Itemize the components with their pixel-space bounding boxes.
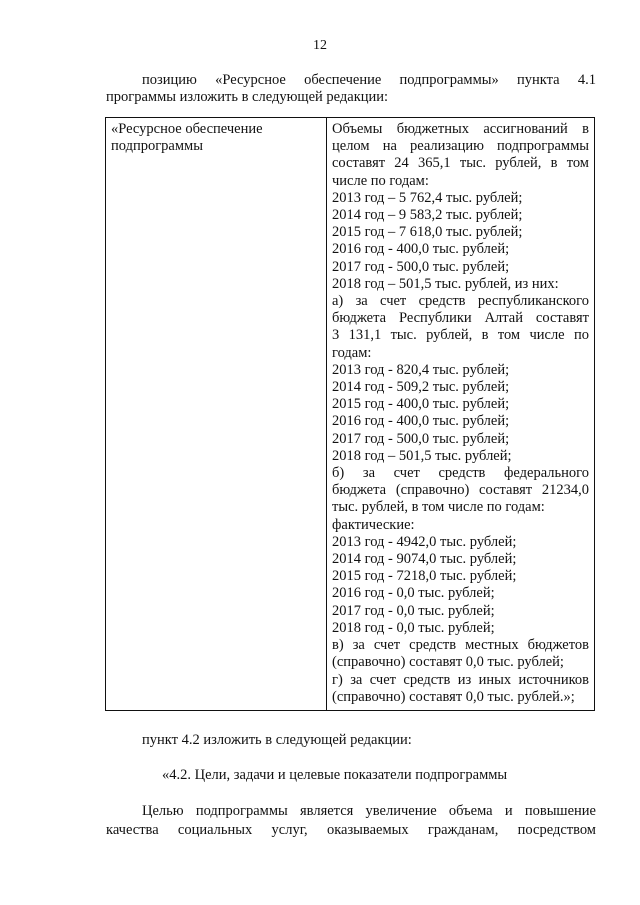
table-right-line: а) за счет средств республиканского [332,293,589,310]
intro-word: обеспечение [304,72,382,88]
table-right-line: 2015 год - 7218,0 тыс. рублей; [332,568,517,585]
table-right-line: 2015 год - 400,0 тыс. рублей; [332,396,510,413]
table-right-line: 2018 год - 0,0 тыс. рублей; [332,619,495,636]
table-row [106,118,595,711]
table-left-line: подпрограммы [111,138,203,155]
intro-word: «Ресурсное [215,72,286,88]
table-right-line: 2017 год - 0,0 тыс. рублей; [332,602,495,619]
table-left-cell [106,118,327,711]
table-right-line: г) за счет средств из иных источников [332,671,589,688]
table-right-line: 2018 год – 501,5 тыс. рублей, из них: [332,275,559,292]
table-right-line: фактические: [332,516,415,533]
table-right-line: 2016 год - 400,0 тыс. рублей; [332,413,510,430]
table-right-line: 2017 год - 500,0 тыс. рублей; [332,258,510,275]
table-right-line: 2014 год - 9074,0 тыс. рублей; [332,551,517,568]
table-right-line: 2015 год – 7 618,0 тыс. рублей; [332,224,523,241]
table-right-line: 2016 год - 400,0 тыс. рублей; [332,241,510,258]
table-right-line: тыс. рублей, в том числе по годам: [332,499,545,516]
table-right-line: 2014 год – 9 583,2 тыс. рублей; [332,207,523,224]
table-right-line: составят 24 365,1 тыс. рублей, в том [332,155,589,172]
intro-paragraph [106,72,596,106]
table-right-line: числе по годам: [332,172,429,189]
page-number: 12 [313,38,327,53]
table-right-line: годам: [332,344,372,361]
section-4-2-title: «4.2. Цели, задачи и целевые показатели подпрограммы [162,767,508,783]
table-right-line: целом на реализацию подпрограммы [332,138,589,155]
intro-word: подпрограммы» [399,72,499,88]
table-right-line: Объемы бюджетных ассигнований в [332,121,589,137]
table-right-line: 2013 год - 820,4 тыс. рублей; [332,361,510,378]
table-right-line: б) за счет средств федерального [332,465,589,482]
table-right-line: (справочно) составят 0,0 тыс. рублей; [332,654,564,671]
intro-word: 4.1 [577,72,596,88]
table-right-line: 2018 год – 501,5 тыс. рублей; [332,447,512,464]
intro-line-2: программы изложить в следующей редакции: [106,89,389,105]
table-right-line: 3 131,1 тыс. рублей, в том числе по [332,327,589,344]
table-right-line: 2016 год - 0,0 тыс. рублей; [332,585,495,602]
table-right-line: 2017 год - 500,0 тыс. рублей; [332,430,510,447]
section-4-2-instruction: пункт 4.2 изложить в следующей редакции: [142,732,412,748]
intro-word: пункта [517,72,560,88]
body-line-1: Целью подпрограммы является увеличение объема и повышение [142,803,596,819]
resource-table [105,117,595,711]
body-line-2: качества социальных услуг, оказываемых гражданам, посредством [106,822,596,838]
table-left-line: «Ресурсное обеспечение [111,121,263,137]
table-right-cell [327,118,595,711]
table-right-line: 2013 год – 5 762,4 тыс. рублей; [332,189,523,206]
intro-line-1 [106,72,596,89]
table-right-line: (справочно) составят 0,0 тыс. рублей.»; [332,688,575,705]
body-paragraph [106,802,596,840]
table-right-line: бюджета Республики Алтай составят [332,310,589,327]
table-right-line: 2013 год - 4942,0 тыс. рублей; [332,533,517,550]
intro-word: позицию [142,72,197,88]
table-right-line: бюджета (справочно) составят 21234,0 [332,482,589,499]
table-right-line: 2014 год - 509,2 тыс. рублей; [332,379,510,396]
table-right-line: в) за счет средств местных бюджетов [332,637,589,654]
